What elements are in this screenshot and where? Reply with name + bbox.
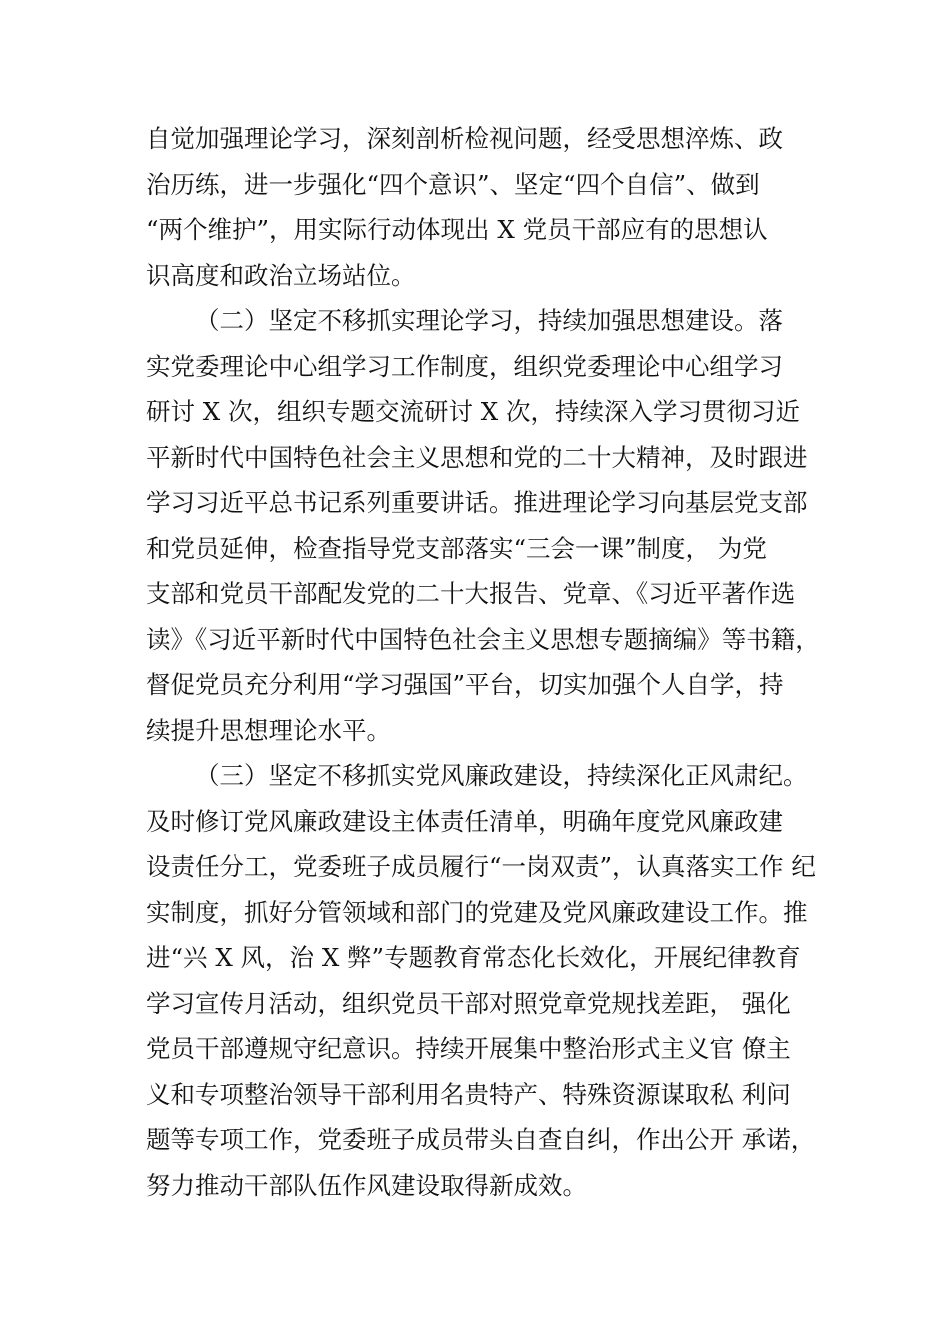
text-line: 治历练，进一步强化“四个意识”、坚定“四个自信”、做到 [146, 169, 760, 199]
text-line: 自觉加强理论学习，深刻剖析检视问题，经受思想淬炼、政 [146, 124, 783, 153]
paragraph-1 [146, 116, 826, 298]
text-line: 识高度和政治立场站位。 [146, 260, 416, 290]
text-line: 实制度，抓好分管领域和部门的党建及党风廉政建设工作。推 [146, 897, 808, 927]
text-line: 进“兴 X 风，治 X 弊”专题教育常态化长效化，开展纪律教育 [146, 943, 801, 972]
text-line: 实党委理论中心组学习工作制度，组织党委理论中心组学习 [146, 351, 783, 381]
paragraph-2 [146, 298, 826, 753]
text-line: 学习宣传月活动，组织党员干部对照党章党规找差距， 强化 [146, 988, 791, 1018]
text-line: 和党员延伸，检查指导党支部落实“三会一课”制度， 为党 [146, 533, 767, 563]
text-line: 督促党员充分利用“学习强国”平台，切实加强个人自学，持 [146, 670, 784, 699]
text-line: 平新时代中国特色社会主义思想和党的二十大精神，及时跟进 [146, 442, 808, 472]
text-line: “两个维护”，用实际行动体现出 X 党员干部应有的思想认 [146, 215, 768, 244]
text-line: 设责任分工，党委班子成员履行“一岗双责”，认真落实工作 纪 [146, 852, 816, 881]
text-line: 支部和党员干部配发党的二十大报告、党章、《习近平著作选 [146, 579, 796, 608]
text-line: 读》《习近平新时代中国特色社会主义思想专题摘编》等书籍， [146, 624, 820, 654]
text-line: 党员干部遵规守纪意识。持续开展集中整治形式主义官 僚主 [146, 1034, 791, 1063]
section-heading-line: （三）坚定不移抓实党风廉政建设，持续深化正风肃纪。 [195, 761, 808, 790]
text-line: 研讨 X 次，组织专题交流研讨 X 次，持续深入学习贯彻习近 [146, 397, 801, 426]
text-line: 努力推动干部队伍作风建设取得新成效。 [146, 1170, 587, 1200]
text-line: 续提升思想理论水平。 [146, 715, 391, 745]
text-line: 义和专项整治领导干部利用名贵特产、特殊资源谋取私 利问 [146, 1079, 791, 1109]
text-line: 学习习近平总书记系列重要讲话。推进理论学习向基层党支部 [146, 488, 808, 517]
text-line: 及时修订党风廉政建设主体责任清单，明确年度党风廉政建 [146, 806, 783, 836]
section-heading-line: （二）坚定不移抓实理论学习，持续加强思想建设。落 [195, 306, 783, 335]
paragraph-3 [146, 753, 826, 1208]
document-body [146, 116, 826, 1208]
text-line: 题等专项工作，党委班子成员带头自查自纠，作出公开 承诺， [146, 1125, 816, 1154]
